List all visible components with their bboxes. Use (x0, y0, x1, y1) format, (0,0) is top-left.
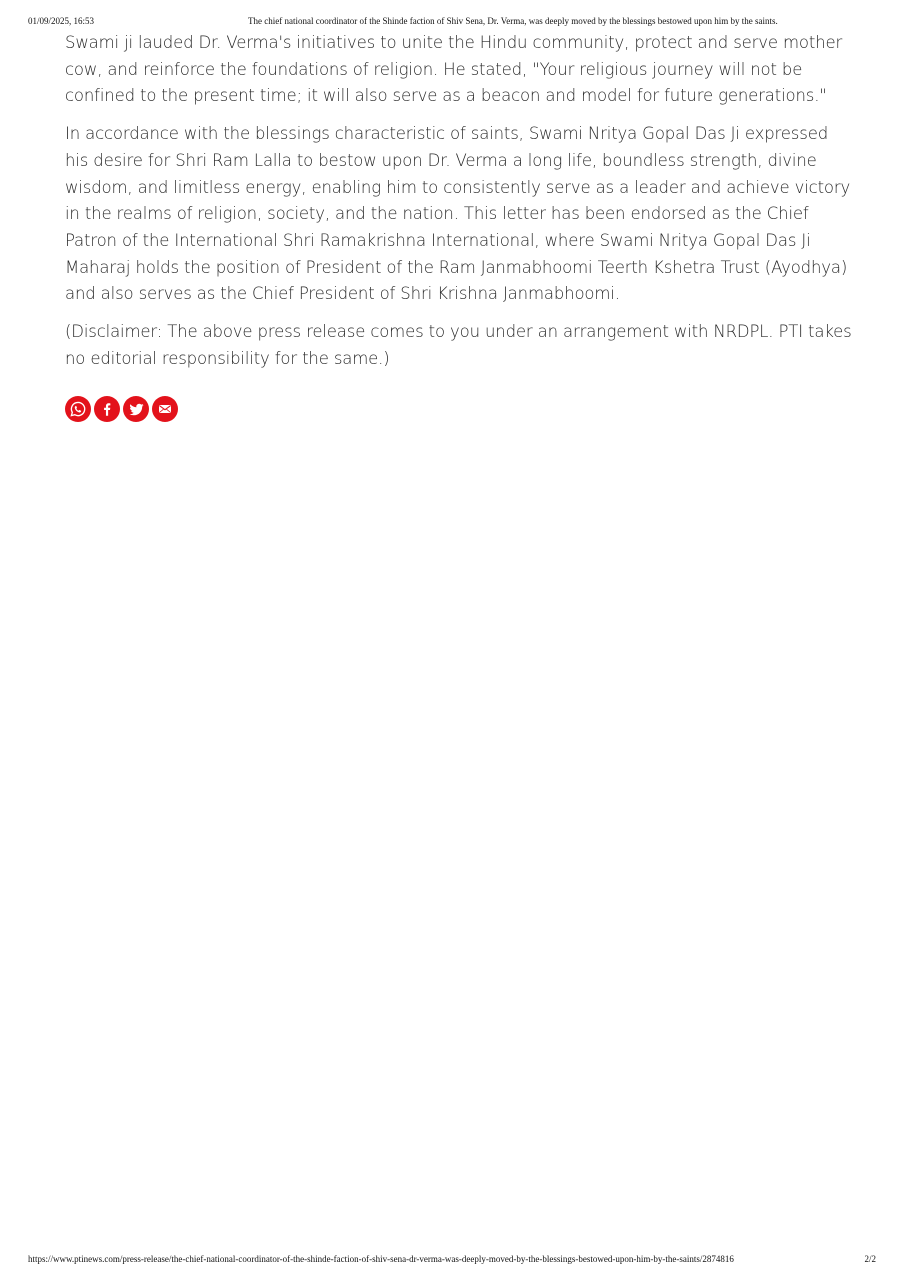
article-paragraph: Swami ji lauded Dr. Verma's initiatives to unite the Hindu community, protect and serve mother cow, and reinforce the foundations of religion. He stated, "Your religious journey will not be confined to the present time; it will also serve as a beacon and model for future generations." (65, 33, 843, 106)
twitter-icon (128, 401, 145, 418)
twitter-share-button[interactable] (123, 396, 149, 422)
whatsapp-icon (69, 400, 87, 418)
article-paragraph: In accordance with the blessings characteristic of saints, Swami Nritya Gopal Das Ji expressed his desire for Shri Ram Lalla to bestow upon Dr. Verma a long life, boundless strength, divine wisdom, and limitless energy, enabling him to consistently serve as a leader and achieve victory in the realms of religion, society, and the nation. This letter has been endorsed as the Chief Patron of the International Shri Ramakrishna International, where Swami Nritya Gopal Das Ji Maharaj holds the position of President of the Ram Janmabhoomi Teerth Kshetra Trust (Ayodhya) and also serves as the Chief President of Shri Krishna Janmabhoomi. (65, 124, 851, 304)
print-footer-url: https://www.ptinews.com/press-release/the-chief-national-coordinator-of-the-shinde-faction-of-shiv-sena-dr-verma-was-deeply-moved-by-the-blessings-bestowed-upon-him-by-the-saints/2874816 (28, 1254, 734, 1264)
share-buttons (65, 396, 178, 422)
email-icon (157, 401, 173, 417)
print-header-date: 01/09/2025, 16:53 (28, 16, 95, 26)
whatsapp-share-button[interactable] (65, 396, 91, 422)
print-footer-page-number: 2/2 (864, 1254, 876, 1264)
print-header-title: The chief national coordinator of the Shinde faction of Shiv Sena, Dr. Verma, was deeply moved by the blessings bestowed upon him by the saints. (248, 16, 778, 26)
email-share-button[interactable] (152, 396, 178, 422)
disclaimer-paragraph: (Disclaimer: The above press release comes to you under an arrangement with NRDPL. PTI takes no editorial responsibility for the same.) (65, 322, 852, 368)
article-body (65, 30, 855, 383)
facebook-share-button[interactable] (94, 396, 120, 422)
facebook-icon (98, 400, 116, 418)
